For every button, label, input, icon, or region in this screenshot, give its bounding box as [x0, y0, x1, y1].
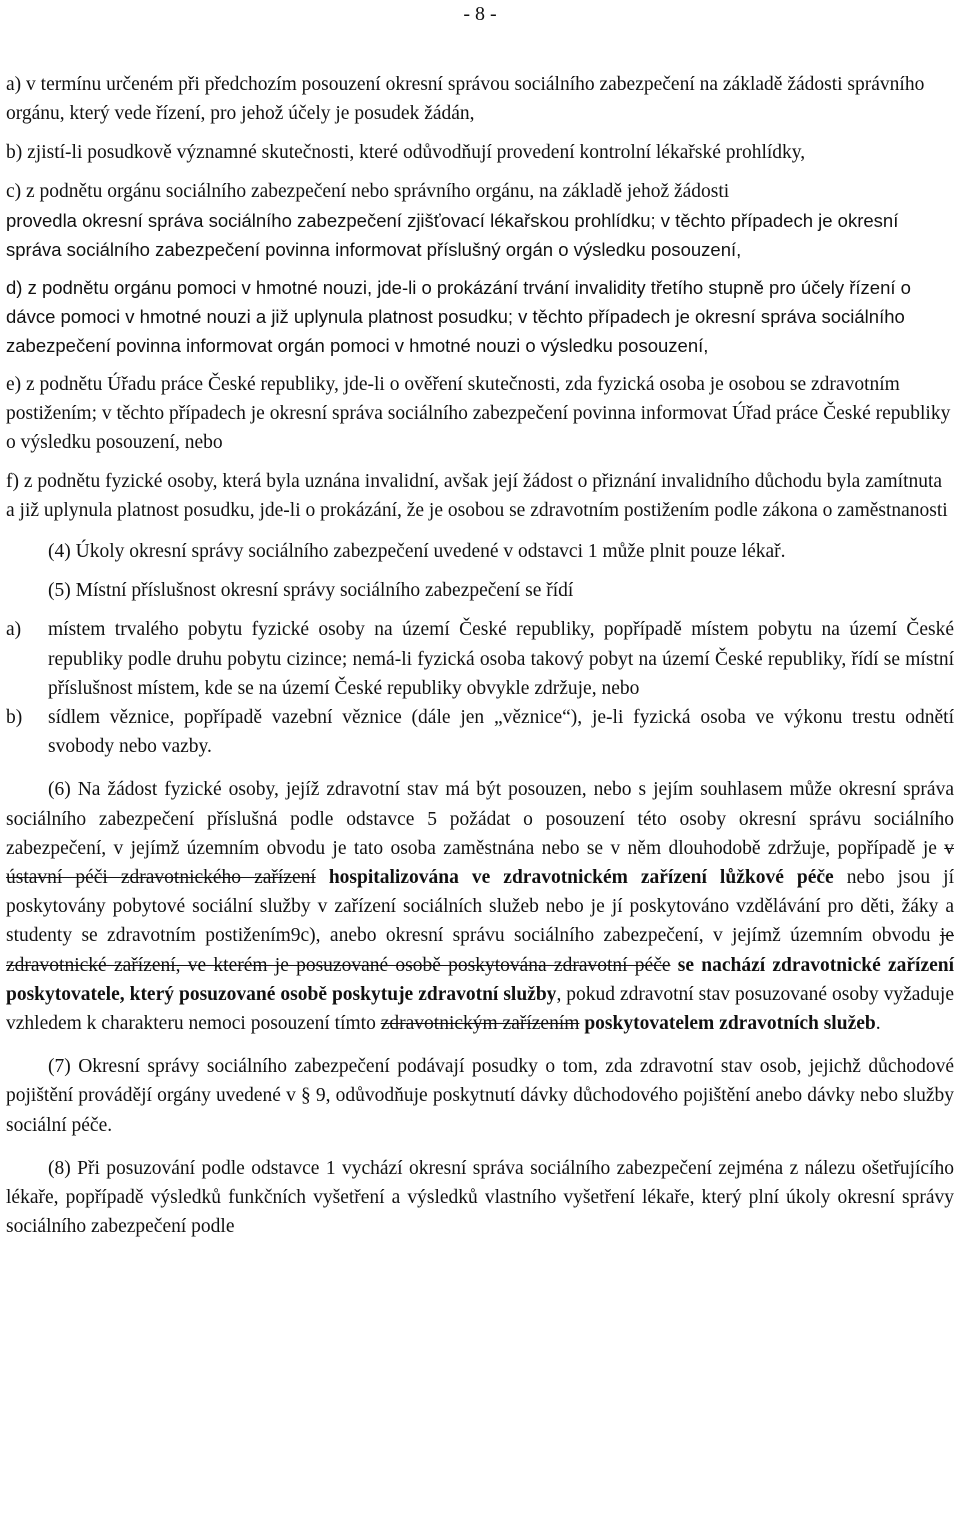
text-run: (6) Na žádost fyzické osoby, jejíž zdravotní stav má být posouzen, nebo s jejím souhlasem může okresní správa sociálního zabezpečení příslušná podle odstavce 5 požádat o posouzení této osoby okresní správu sociálního zabezpečení, v jejímž územním obvodu je tato osoba zaměstnána nebo se v něm dlouhodobě zdržuje, popřípadě je — [6, 779, 954, 859]
deleted-text: v ústavní péči zdravotnického zařízení — [6, 837, 954, 889]
document-body — [6, 70, 954, 1241]
item-d: d) z podnětu orgánu pomoci v hmotné nouzi, jde-li o prokázání trvání invalidity třetího stupně pro účely řízení o dávce pomoci v hmotné nouzi a již uplynula platnost posudku; v těchto případech je okresní správa sociálního zabezpečení povinna informovat orgán pomoci v hmotné nouzi o výsledku posouzení, — [6, 277, 911, 356]
item-text: místem trvalého pobytu fyzické osoby na území České republiky, popřípadě místem pobytu na území České republiky podle druhu pobytu cizince; nemá-li fyzická osoba takový pobyt na území České republiky, řídí se místní příslušnost místem, kde se na území České republiky obvykle zdržuje, nebo — [48, 619, 954, 699]
page-number: - 8 - — [463, 3, 497, 25]
item-b: b) zjistí-li posudkově významné skutečnosti, které odůvodňují provedení kontrolní lékařské prohlídky, — [6, 142, 806, 163]
item-text: sídlem věznice, popřípadě vazební věznice (dále jen „věznice“), je-li fyzická osoba ve výkonu trestu odnětí svobody nebo vazby. — [48, 707, 954, 758]
paragraph-5-intro: (5) Místní příslušnost okresní správy sociálního zabezpečení se řídí — [48, 580, 574, 602]
item-e: e) z podnětu Úřadu práce České republiky, jde-li o ověření skutečnosti, zda fyzická osoba je osobou se zdravotním postižením; v těchto případech je okresní správa sociálního zabezpečení povinna informovat Úřad práce České republiky o výsledku posouzení, nebo — [6, 374, 951, 453]
item-c-rest: provedla okresní správa sociálního zabezpečení zjišťovací lékařskou prohlídku; v těchto případech je okresní správa sociálního zabezpečení povinna informovat příslušný orgán o výsledku posouzení, — [6, 210, 899, 260]
inserted-text: se nachází zdravotnické zařízení poskytovatele, který posuzované osobě poskytuje zdravotní služby — [6, 954, 955, 1005]
text-run: nebo jsou jí poskytovány pobytové sociální služby v zařízení sociálních služeb nebo je jí poskytováno vzdělávání pro děti, žáky a studenty se zdravotním postižením9c), anebo okresní správu sociálního zabezpečení, v jejímž územním obvodu — [6, 867, 954, 947]
paragraph-4: (4) Úkoly okresní správy sociálního zabezpečení uvedené v odstavci 1 může plnit pouze lékař. — [48, 541, 786, 562]
deleted-text: je zdravotnické zařízení, ve kterém je posuzované osobě poskytována zdravotní péče — [6, 925, 954, 976]
item-label: a) — [6, 619, 22, 641]
paragraph-5-item-b — [6, 703, 954, 761]
paragraph-8: (8) Při posuzování podle odstavce 1 vychází okresní správa sociálního zabezpečení zejména z nálezu ošetřujícího lékaře, popřípadě výsledků funkčních vyšetření a výsledků vlastního vyšetření lékaře, který plní úkoly okresní správy sociálního zabezpečení podle — [6, 1157, 954, 1238]
inserted-text: hospitalizována ve zdravotnickém zařízení lůžkové péče — [328, 867, 834, 889]
item-c-first-line: c) z podnětu orgánu sociálního zabezpečení nebo správního orgánu, na základě jehož žádosti — [6, 181, 730, 202]
space — [671, 955, 678, 976]
item-c-continued — [6, 206, 954, 360]
paragraph-6 — [6, 775, 954, 1038]
odstavce — [6, 537, 954, 1241]
inserted-text: poskytovatelem zdravotních služeb — [584, 1013, 876, 1035]
item-a: a) v termínu určeném při předchozím posouzení okresní správou sociálního zabezpečení na základě žádosti správního orgánu, který vede řízení, pro jehož účely je posudek žádán, — [6, 74, 925, 124]
text-run: , pokud zdravotní stav posuzované osoby vyžaduje vzhledem k charakteru nemoci posouzení tímto — [6, 983, 954, 1035]
deleted-text: zdravotnickým zařízením — [380, 1013, 580, 1035]
list-top — [6, 70, 954, 206]
item-label: b) — [6, 707, 23, 729]
paragraph-5-item-a — [6, 615, 954, 703]
item-f: f) z podnětu fyzické osoby, která byla uznána invalidní, avšak její žádost o přiznání invalidního důchodu byla zamítnuta a již uplynula platnost posudku, jde-li o prokázání, že je osobou se zdravotním postižením podle zákona o zaměstnanosti — [6, 471, 948, 521]
text-run: . — [875, 1013, 881, 1035]
space — [316, 867, 329, 888]
list-top-cont — [6, 370, 954, 525]
paragraph-7: (7) Okresní správy sociálního zabezpečení podávají posudky o tom, zda zdravotní stav osob, jejichž důchodové pojištění provádějí orgány uvedené v § 9, odůvodňuje poskytnutí dávky důchodového pojištění anebo dávky nebo služby sociální péče. — [6, 1056, 954, 1136]
